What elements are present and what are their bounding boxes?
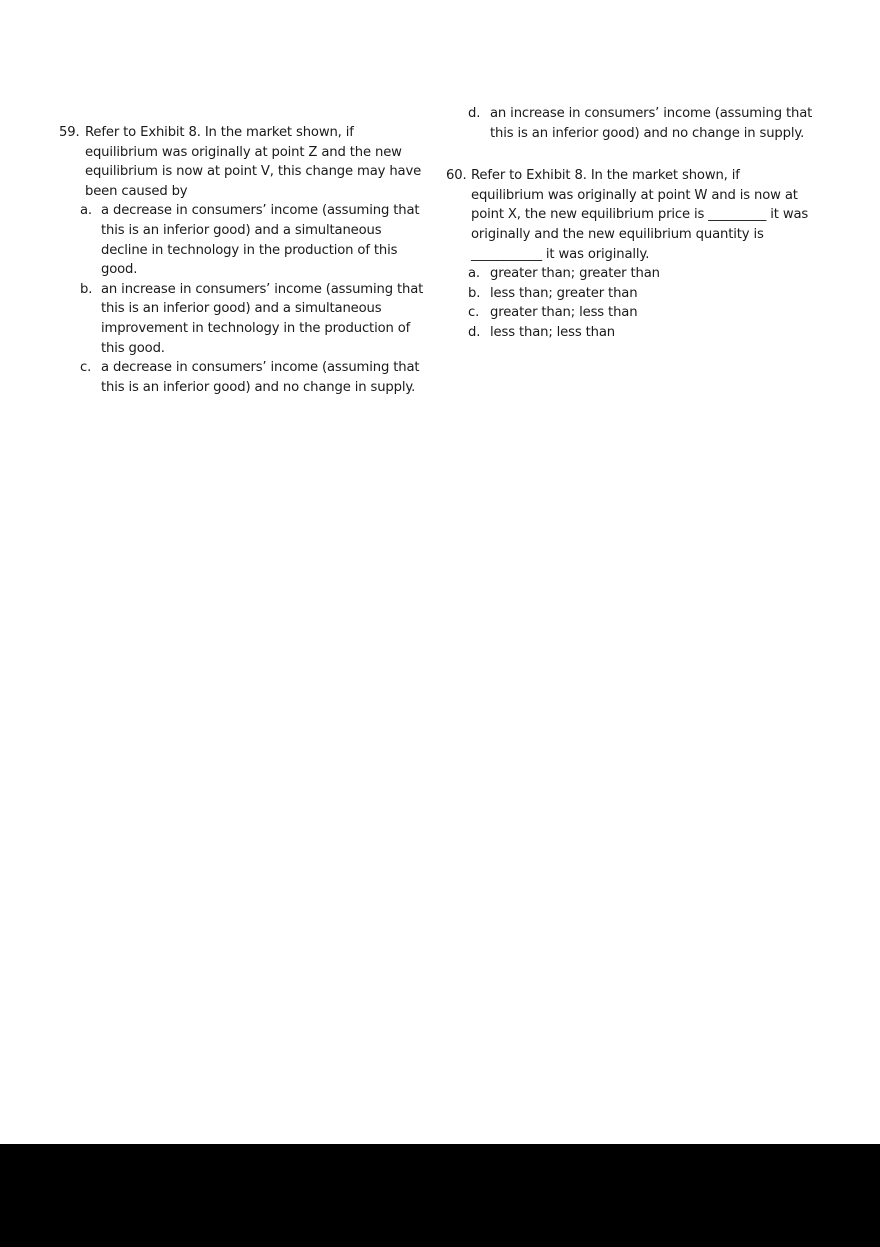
question-59 (59, 123, 429, 201)
answer-options (446, 264, 816, 342)
option-letter: b. (468, 285, 481, 301)
answer-options-continued (446, 104, 816, 143)
option-text: an increase in consumers’ income (assuming that this is an inferior good) and no change in supply. (490, 106, 813, 141)
answer-option-b (59, 280, 429, 358)
option-text: less than; less than (490, 324, 615, 340)
option-letter: a. (80, 203, 92, 219)
option-text: greater than; less than (490, 305, 638, 321)
option-letter: a. (468, 266, 480, 282)
question-number: 59. (59, 125, 80, 140)
bottom-black-band (0, 1144, 880, 1247)
option-letter: c. (80, 360, 92, 376)
left-column (59, 123, 429, 397)
option-letter: b. (80, 281, 93, 297)
option-text: a decrease in consumers’ income (assuming that this is an inferior good) and no change in supply. (101, 360, 420, 395)
option-text: less than; greater than (490, 285, 638, 301)
option-letter: c. (468, 305, 480, 321)
answer-option-a (59, 201, 429, 279)
option-letter: d. (468, 324, 481, 340)
question-stem: Refer to Exhibit 8. In the market shown, if equilibrium was originally at point Z and the new equilibrium is now at point V, this change may have been caused by (85, 125, 422, 199)
answer-option-a (446, 264, 816, 284)
answer-option-b (446, 284, 816, 304)
option-letter: d. (468, 106, 481, 121)
option-text: a decrease in consumers’ income (assuming that this is an inferior good) and a simultaneous decline in technology in the production of this good. (101, 203, 420, 278)
answer-option-d (446, 104, 816, 143)
answer-option-c (59, 358, 429, 397)
question-stem: Refer to Exhibit 8. In the market shown, if equilibrium was originally at point W and is now at point X, the new equilibrium price is _________ it was originally and the new equilibrium quantity is ___________ it was originally. (471, 168, 809, 262)
answer-options (59, 201, 429, 397)
question-60 (446, 166, 816, 264)
answer-option-c (446, 303, 816, 323)
right-column (446, 104, 816, 343)
option-text: an increase in consumers’ income (assuming that this is an inferior good) and a simultaneous improvement in technology in the production of this good. (101, 281, 424, 356)
answer-option-d (446, 323, 816, 343)
question-number: 60. (446, 168, 467, 184)
option-text: greater than; greater than (490, 266, 660, 282)
